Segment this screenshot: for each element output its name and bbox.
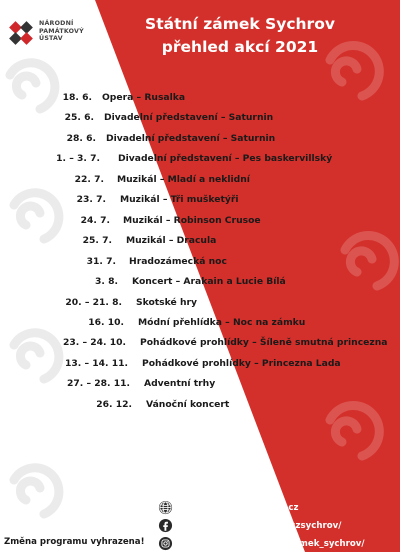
- instagram-link[interactable]: www.instagram.com/zamek_sychrov/: [186, 538, 365, 549]
- event-date: 13. – 14. 11.: [64, 357, 128, 369]
- facebook-link[interactable]: www.FACEBOOK.com/szsychrov/: [186, 520, 342, 531]
- event-name: Pohádkové prohlídky – Šíleně smutná princezna: [140, 337, 388, 349]
- event-date: 1. – 3. 7.: [56, 153, 100, 165]
- contact-instagram[interactable]: [158, 536, 365, 551]
- event-name: Divadelní představení – Saturnin: [106, 132, 276, 144]
- event-name: Módní přehlídka – Noc na zámku: [138, 316, 306, 328]
- event-date: 20. – 21. 8.: [65, 296, 122, 308]
- event-name: Koncert – Arakain a Lucie Bílá: [132, 276, 286, 288]
- program-change-note: Změna programu vyhrazena!: [4, 537, 145, 547]
- page-subtitle: přehled akcí 2021: [161, 38, 319, 56]
- web-link[interactable]: www.zamek–sychrov.cz: [186, 502, 299, 513]
- event-date: 27. – 28. 11.: [66, 378, 130, 390]
- event-date: 28. 6.: [66, 132, 96, 144]
- event-name: Pohádkové prohlídky – Princezna Lada: [142, 357, 341, 369]
- event-name: Vánoční koncert: [146, 398, 230, 410]
- facebook-icon: [158, 518, 173, 533]
- logo-line-3: ÚSTAV: [39, 35, 63, 42]
- contact-facebook[interactable]: [158, 518, 341, 533]
- contact-web[interactable]: [158, 500, 298, 515]
- event-name: Muzikál – Robinson Crusoe: [123, 214, 261, 226]
- event-name: Muzikál – Mladí a neklidní: [117, 173, 250, 185]
- event-name: Skotské hry: [136, 296, 198, 308]
- page-title: Státní zámek Sychrov: [145, 15, 335, 33]
- event-date: 24. 7.: [80, 214, 110, 226]
- event-name: Muzikál – Dracula: [126, 235, 217, 247]
- instagram-icon: [158, 536, 173, 551]
- event-date: 25. 6.: [64, 112, 94, 124]
- event-name: Divadelní představení – Saturnin: [104, 112, 274, 124]
- event-name: Muzikál – Tři mušketýři: [120, 194, 239, 206]
- logo-line-1: NÁRODNÍ: [39, 20, 74, 27]
- logo-line-2: PAMÁTKOVÝ: [39, 27, 84, 35]
- event-date: 23. 7.: [76, 194, 106, 206]
- event-name: Divadelní představení – Pes baskervillský: [118, 153, 333, 165]
- event-date: 18. 6.: [62, 92, 92, 103]
- event-date: 23. – 24. 10.: [62, 337, 126, 349]
- event-date: 22. 7.: [74, 173, 104, 185]
- globe-icon: [158, 500, 173, 515]
- event-name: Hradozámecká noc: [129, 255, 227, 267]
- event-name: Adventní trhy: [144, 378, 216, 390]
- event-date: 3. 8.: [95, 276, 118, 288]
- event-date: 31. 7.: [86, 255, 116, 267]
- event-date: 16. 10.: [88, 316, 124, 328]
- event-date: 25. 7.: [82, 235, 112, 247]
- event-name: Opera – Rusalka: [102, 92, 186, 103]
- event-date: 26. 12.: [96, 398, 132, 410]
